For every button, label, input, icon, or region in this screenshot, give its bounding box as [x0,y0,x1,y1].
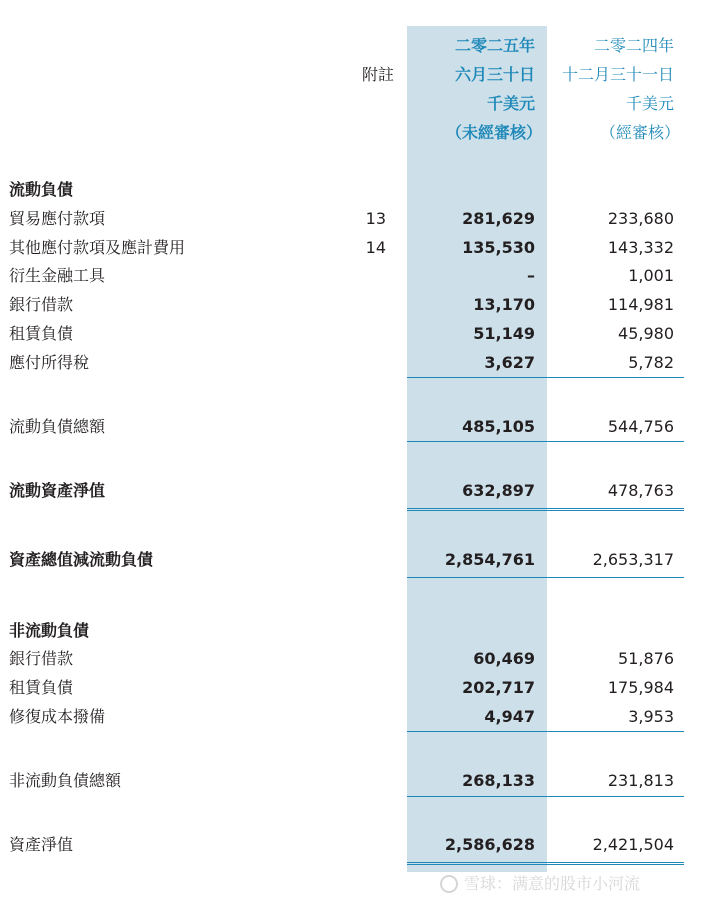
subtotal-rule-2025 [407,731,547,732]
row-value-2025: 135,530 [462,238,535,257]
total-rule-2024 [547,796,684,797]
header-2024-line1: 二零二四年 [593,36,674,55]
total-rule-2024 [547,441,684,442]
row-label: 租賃負債 [9,324,74,343]
row-label: 衍生金融工具 [9,266,106,285]
row-label: 非流動負債總額 [9,771,122,790]
double-rule-2024 [547,508,684,511]
subtotal-rule-2024 [547,731,684,732]
watermark-text: 雪球：满意的股市小河流 [464,874,641,893]
row-value-2024: 143,332 [607,238,674,257]
row-value-2025: 60,469 [473,649,535,668]
row-value-2024: 233,680 [607,209,674,228]
row-value-2024: 2,653,317 [592,550,674,569]
row-label: 銀行借款 [9,295,74,314]
row-value-2024: 544,756 [607,417,674,436]
row-label: 資產淨值 [9,835,74,854]
row-value-2025: 485,105 [462,417,535,436]
row-value-2025: 2,854,761 [444,550,535,569]
note-column-header: 附註 [361,65,394,84]
row-value-2024: 5,782 [628,353,674,372]
row-value-2025: 4,947 [484,707,535,726]
row-value-2024: 3,953 [628,707,674,726]
watermark [440,872,640,896]
header-2025-line2: 六月三十日 [454,65,535,84]
header-2025-status: （未經審核） [445,123,542,142]
row-value-2025: 3,627 [484,353,535,372]
row-value-2025: 281,629 [462,209,535,228]
row-label: 資產總值減流動負債 [9,550,154,569]
row-label: 流動負債總額 [9,417,106,436]
row-value-2025: 51,149 [473,324,535,343]
subtotal-rule-2025 [407,377,547,378]
header-2025-line1: 二零二五年 [454,36,535,55]
row-value-2025: 13,170 [473,295,535,314]
row-value-2025: 268,133 [462,771,535,790]
row-label: 貿易應付款項 [9,209,106,228]
row-value-2025: 632,897 [462,481,535,500]
row-label: 應付所得稅 [9,353,90,372]
total-rule-2025 [407,796,547,797]
row-label: 其他應付款項及應計費用 [9,238,186,257]
row-value-2024: 478,763 [607,481,674,500]
row-note: 13 [365,209,386,228]
snowball-logo-icon [440,875,458,893]
row-value-2024: 45,980 [618,324,674,343]
row-label: 修復成本撥備 [9,707,106,726]
header-2025-unit: 千美元 [486,94,535,113]
total-rule-2025 [407,577,547,578]
row-label: 流動資產淨值 [9,481,106,500]
row-note: 14 [365,238,386,257]
subtotal-rule-2024 [547,377,684,378]
highlighted-column-2025 [407,26,547,872]
double-rule-2024 [547,862,684,865]
header-2024-unit: 千美元 [625,94,674,113]
row-value-2025: – [527,266,535,285]
header-2024-line2: 十二月三十一日 [561,65,674,84]
double-rule-2025 [407,862,547,865]
header-2024-status: （經審核） [599,123,680,142]
row-label: 銀行借款 [9,649,74,668]
total-rule-2025 [407,441,547,442]
section-non-current-liabilities: 非流動負債 [9,621,90,640]
row-value-2024: 175,984 [607,678,674,697]
row-value-2025: 2,586,628 [444,835,535,854]
section-current-liabilities: 流動負債 [9,180,74,199]
row-value-2024: 231,813 [607,771,674,790]
total-rule-2024 [547,577,684,578]
row-value-2024: 114,981 [607,295,674,314]
row-value-2024: 2,421,504 [592,835,674,854]
row-label: 租賃負債 [9,678,74,697]
row-value-2025: 202,717 [462,678,535,697]
row-value-2024: 1,001 [628,266,674,285]
double-rule-2025 [407,508,547,511]
row-value-2024: 51,876 [618,649,674,668]
